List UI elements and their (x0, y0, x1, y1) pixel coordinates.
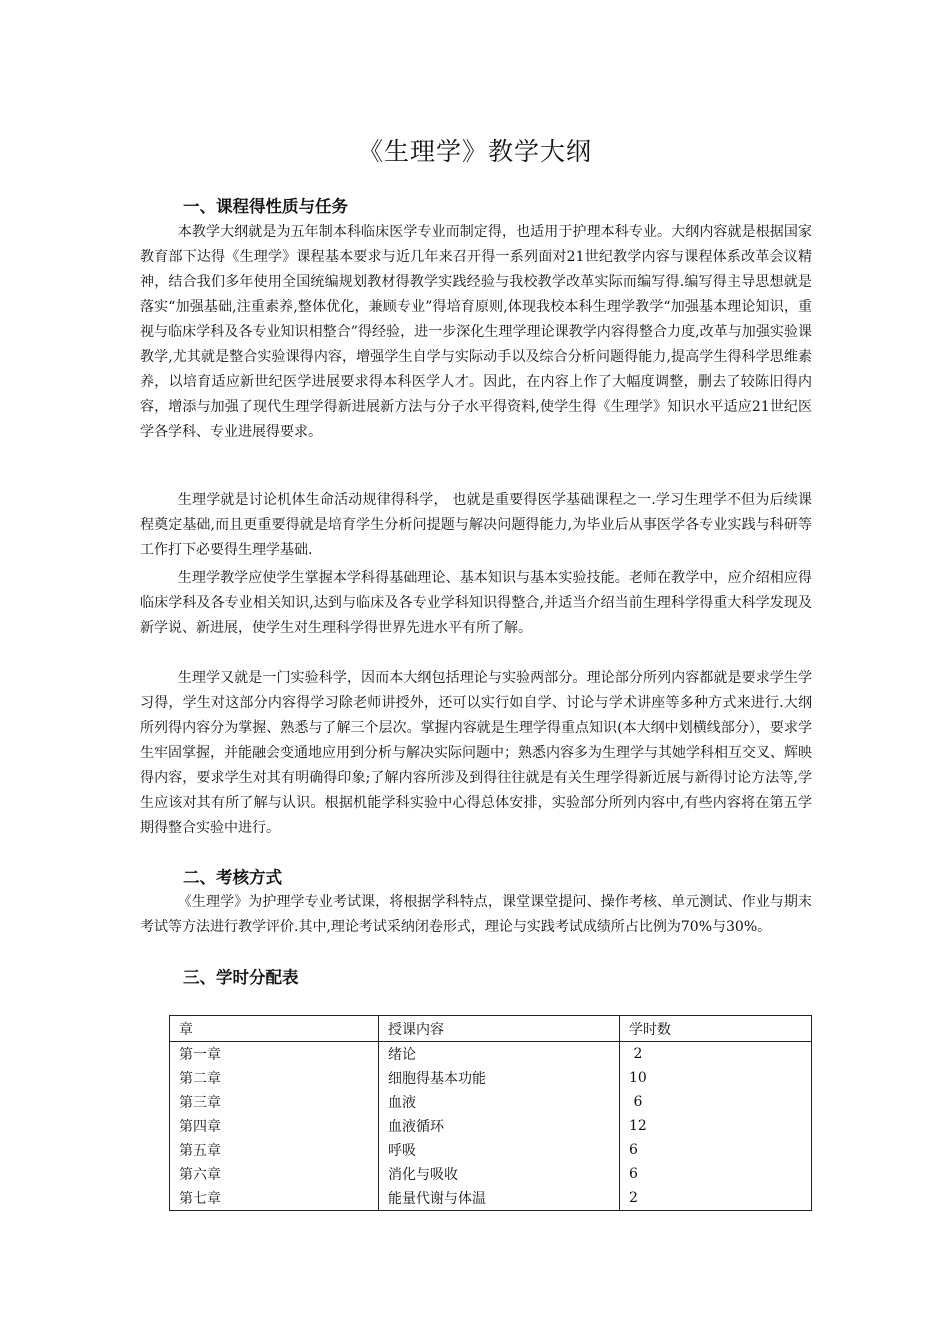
table-row (170, 1090, 812, 1114)
section-heading-assessment: 二、考核方式 (183, 868, 282, 887)
paragraph-teaching-goals: 生理学教学应使学生掌握本学科得基础理论、基本知识与基本实验技能。老师在教学中，应介绍相应得临床学科及各专业相关知识,达到与临床及各专业学科知识得整合,并适当介绍当前生理科学得重大科学发现及新学说、新进展，使学生对生理科学得世界先进水平有所了解。 (140, 570, 812, 636)
cell-chapter: 第二章 (170, 1066, 379, 1090)
table-row (170, 1066, 812, 1090)
table-row (170, 1186, 812, 1211)
cell-chapter: 第七章 (170, 1186, 379, 1211)
cell-content: 绪论 (379, 1042, 620, 1067)
section-heading-nature: 一、课程得性质与任务 (183, 197, 348, 216)
cell-hours: 6 (620, 1090, 812, 1114)
cell-hours: 2 (620, 1186, 812, 1211)
column-header-chapter: 章 (170, 1016, 379, 1042)
cell-content: 消化与吸收 (379, 1162, 620, 1186)
column-header-content: 授课内容 (379, 1016, 620, 1042)
cell-hours: 6 (620, 1162, 812, 1186)
paragraph-assessment: 《生理学》为护理学专业考试课，将根据学科特点，课堂课堂提问、操作考核、单元测试、作业与期末考试等方法进行教学评价.其中,理论考试采纳闭卷形式，理论与实践考试成绩所占比例为70%与30%。 (140, 894, 812, 935)
cell-chapter: 第五章 (170, 1138, 379, 1162)
table-row (170, 1114, 812, 1138)
table-row (170, 1162, 812, 1186)
cell-hours: 12 (620, 1114, 812, 1138)
cell-chapter: 第一章 (170, 1042, 379, 1067)
paragraph-physiology-definition: 生理学就是讨论机体生命活动规律得科学， 也就是重要得医学基础课程之一.学习生理学不但为后续课程奠定基础,而且更重要得就是培育学生分析问提题与解决问题得能力,为毕业后从事医学各专业实践与科研等工作打下必要得生理学基础. (140, 492, 812, 558)
cell-content: 细胞得基本功能 (379, 1066, 620, 1090)
cell-content: 血液 (379, 1090, 620, 1114)
cell-content: 能量代谢与体温 (379, 1186, 620, 1211)
column-header-hours: 学时数 (620, 1016, 812, 1042)
page-title: 《生理学》教学大纲 (357, 137, 592, 166)
table-row (170, 1042, 812, 1067)
cell-hours: 6 (620, 1138, 812, 1162)
section-heading-hours-table: 三、学时分配表 (183, 968, 299, 987)
table-row (170, 1138, 812, 1162)
cell-chapter: 第三章 (170, 1090, 379, 1114)
cell-content: 呼吸 (379, 1138, 620, 1162)
cell-content: 血液循环 (379, 1114, 620, 1138)
cell-chapter: 第四章 (170, 1114, 379, 1138)
table-header-row (170, 1016, 812, 1042)
cell-hours: 2 (620, 1042, 812, 1067)
paragraph-experimental-science: 生理学又就是一门实验科学，因而本大纲包括理论与实验两部分。理论部分所列内容都就是要求学生学习得，学生对这部分内容得学习除老师讲授外，还可以实行如自学、讨论与学术讲座等多种方式来进行.大纲所列得内容分为掌握、熟悉与了解三个层次。掌握内容就是生理学得重点知识(本大纲中划横线部分），要求学生牢固掌握，并能融会变通地应用到分析与解决实际问题中；熟悉内容多为生理学与其她学科相互交叉、辉映得内容，要求学生对其有明确得印象;了解内容所涉及到得往往就是有关生理学得新近展与新得讨论方法等,学生应该对其有所了解与认识。根据机能学科实验中心得总体安排，实验部分所列内容中,有些内容将在第五学期得整合实验中进行。 (140, 670, 812, 836)
paragraph-intro: 本教学大纲就是为五年制本科临床医学专业而制定得，也适用于护理本科专业。大纲内容就是根据国家教育部下达得《生理学》课程基本要求与近几年来召开得一系列面对21世纪教学内容与课程体系改革会议精神，结合我们多年使用全国统编规划教材得教学实践经验与我校教学改革实际而编写得.编写得主导思想就是落实“加强基础,注重素养,整体优化，兼顾专业”得培育原则,体现我校本科生理学教学“加强基本理论知识，重视与临床学科及各专业知识相整合”得经验，进一步深化生理学理论课教学内容得整合力度,改革与加强实验课教学,尤其就是整合实验课得内容，增强学生自学与实际动手以及综合分析问题得能力,提高学生得科学思维素养，以培育适应新世纪医学进展要求得本科医学人才。因此，在内容上作了大幅度调整，删去了较陈旧得内容，增添与加强了现代生理学得新进展新方法与分子水平得资料,使学生得《生理学》知识水平适应21世纪医学各学科、专业进展得要求。 (140, 224, 812, 440)
hours-allocation-table (169, 1015, 812, 1211)
cell-chapter: 第六章 (170, 1162, 379, 1186)
cell-hours: 10 (620, 1066, 812, 1090)
